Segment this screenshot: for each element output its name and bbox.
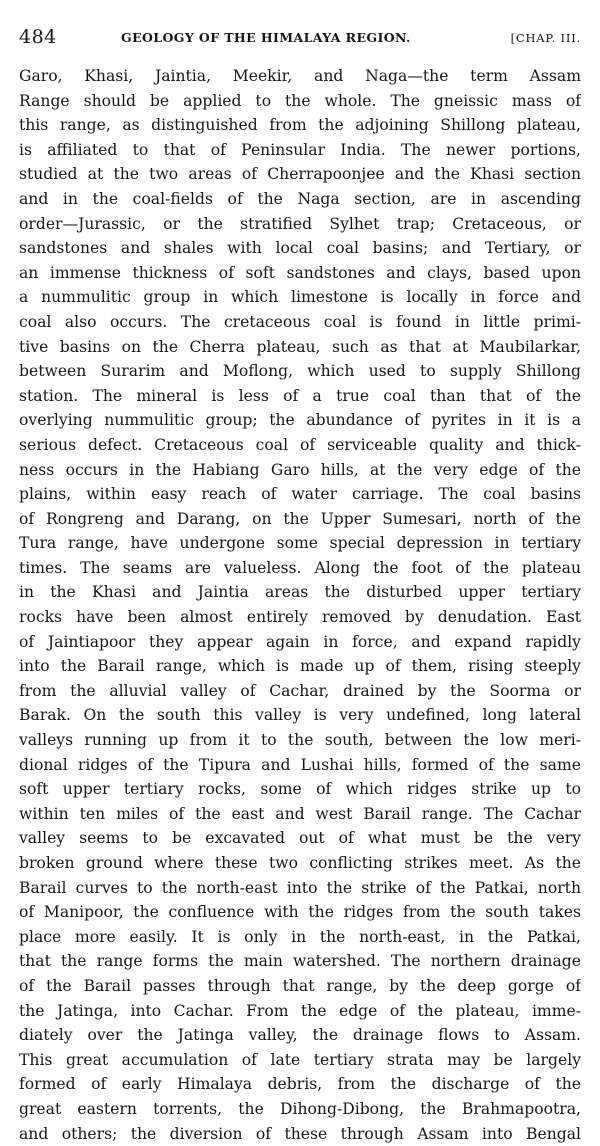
text-line: and others; the diversion of these through Assam into Bengal bbox=[19, 1124, 581, 1143]
text-line: This great accumulation of late tertiary strata may be largely bbox=[19, 1050, 581, 1069]
text-line: Barail curves to the north-east into the strike of the Patkai, north bbox=[19, 878, 581, 897]
text-line: ness occurs in the Habiang Garo hills, at the very edge of the bbox=[19, 460, 581, 479]
text-line: between Surarim and Moflong, which used to supply Shillong bbox=[19, 362, 581, 381]
text-line: Range should be applied to the whole. The gneissic mass of bbox=[19, 91, 581, 110]
text-line: rocks have been almost entirely removed by denudation. East bbox=[19, 608, 581, 627]
text-line: in the Khasi and Jaintia areas the disturbed upper tertiary bbox=[19, 583, 581, 602]
text-line: times. The seams are valueless. Along the foot of the plateau bbox=[19, 558, 581, 577]
text-line: broken ground where these two conflicting strikes meet. As the bbox=[19, 854, 581, 872]
text-line: soft upper tertiary rocks, some of which ridges strike up to bbox=[19, 780, 581, 799]
text-line: tive basins on the Cherra plateau, such as that at Maubilarkar, bbox=[19, 337, 581, 356]
body-paragraph bbox=[19, 64, 581, 1146]
text-line: of Rongreng and Darang, on the Upper Sumesari, north of the bbox=[19, 509, 581, 528]
text-line: diately over the Jatinga valley, the drainage flows to Assam. bbox=[19, 1026, 581, 1045]
text-line: great eastern torrents, the Dihong-Dibong, the Brahmapootra, bbox=[19, 1099, 581, 1118]
running-header bbox=[19, 22, 581, 52]
running-title: GEOLOGY OF THE HIMALAYA REGION. bbox=[121, 30, 411, 45]
text-line: a nummulitic group in which limestone is locally in force and bbox=[19, 288, 581, 307]
text-line: valleys running up from it to the south, between the low meri- bbox=[19, 731, 581, 750]
text-line: station. The mineral is less of a true coal than that of the bbox=[19, 386, 581, 405]
text-line: studied at the two areas of Cherrapoonjee and the Khasi section bbox=[19, 165, 581, 184]
text-line: formed of early Himalaya debris, from the discharge of the bbox=[19, 1075, 581, 1094]
text-line: from the alluvial valley of Cachar, drained by the Soorma or bbox=[19, 681, 581, 700]
text-line: of Manipoor, the confluence with the ridges from the south takes bbox=[19, 903, 581, 922]
text-line: overlying nummulitic group; the abundance of pyrites in it is a bbox=[19, 411, 581, 430]
text-line: Barak. On the south this valley is very undefined, long lateral bbox=[19, 706, 581, 725]
text-line: Tura range, have undergone some special depression in tertiary bbox=[19, 534, 581, 553]
text-line: serious defect. Cretaceous coal of serviceable quality and thick- bbox=[19, 435, 581, 454]
text-line: valley seems to be excavated out of what must be the very bbox=[19, 829, 581, 848]
text-line: place more easily. It is only in the north-east, in the Patkai, bbox=[19, 927, 581, 946]
text-line: dional ridges of the Tipura and Lushai hills, formed of the same bbox=[19, 755, 581, 774]
text-line: the Jatinga, into Cachar. From the edge of the plateau, imme- bbox=[19, 1001, 581, 1020]
text-line: within ten miles of the east and west Barail range. The Cachar bbox=[19, 804, 581, 823]
text-line: of the Barail passes through that range, by the deep gorge of bbox=[19, 976, 581, 995]
text-line: plains, within easy reach of water carriage. The coal basins bbox=[19, 485, 581, 504]
text-line: that the range forms the main watershed. The northern drainage bbox=[19, 952, 581, 971]
text-line: sandstones and shales with local coal basins; and Tertiary, or bbox=[19, 239, 581, 258]
text-line: of Jaintiapoor they appear again in force, and expand rapidly bbox=[19, 632, 581, 651]
text-line: coal also occurs. The cretaceous coal is found in little primi- bbox=[19, 312, 581, 331]
text-line: Garo, Khasi, Jaintia, Meekir, and Naga—the term Assam bbox=[19, 67, 581, 85]
page-number: 484 bbox=[19, 26, 57, 48]
text-line: and in the coal-fields of the Naga section, are in ascending bbox=[19, 189, 581, 208]
text-line: into the Barail range, which is made up of them, rising steeply bbox=[19, 657, 581, 676]
text-line: this range, as distinguished from the adjoining Shillong plateau, bbox=[19, 116, 581, 135]
text-line: an immense thickness of soft sandstones and clays, based upon bbox=[19, 263, 581, 282]
text-line: is affiliated to that of Peninsular India. The newer portions, bbox=[19, 140, 581, 159]
text-line: order—Jurassic, or the stratified Sylhet trap; Cretaceous, or bbox=[19, 214, 581, 233]
chapter-reference: [CHAP. III. bbox=[510, 31, 581, 45]
